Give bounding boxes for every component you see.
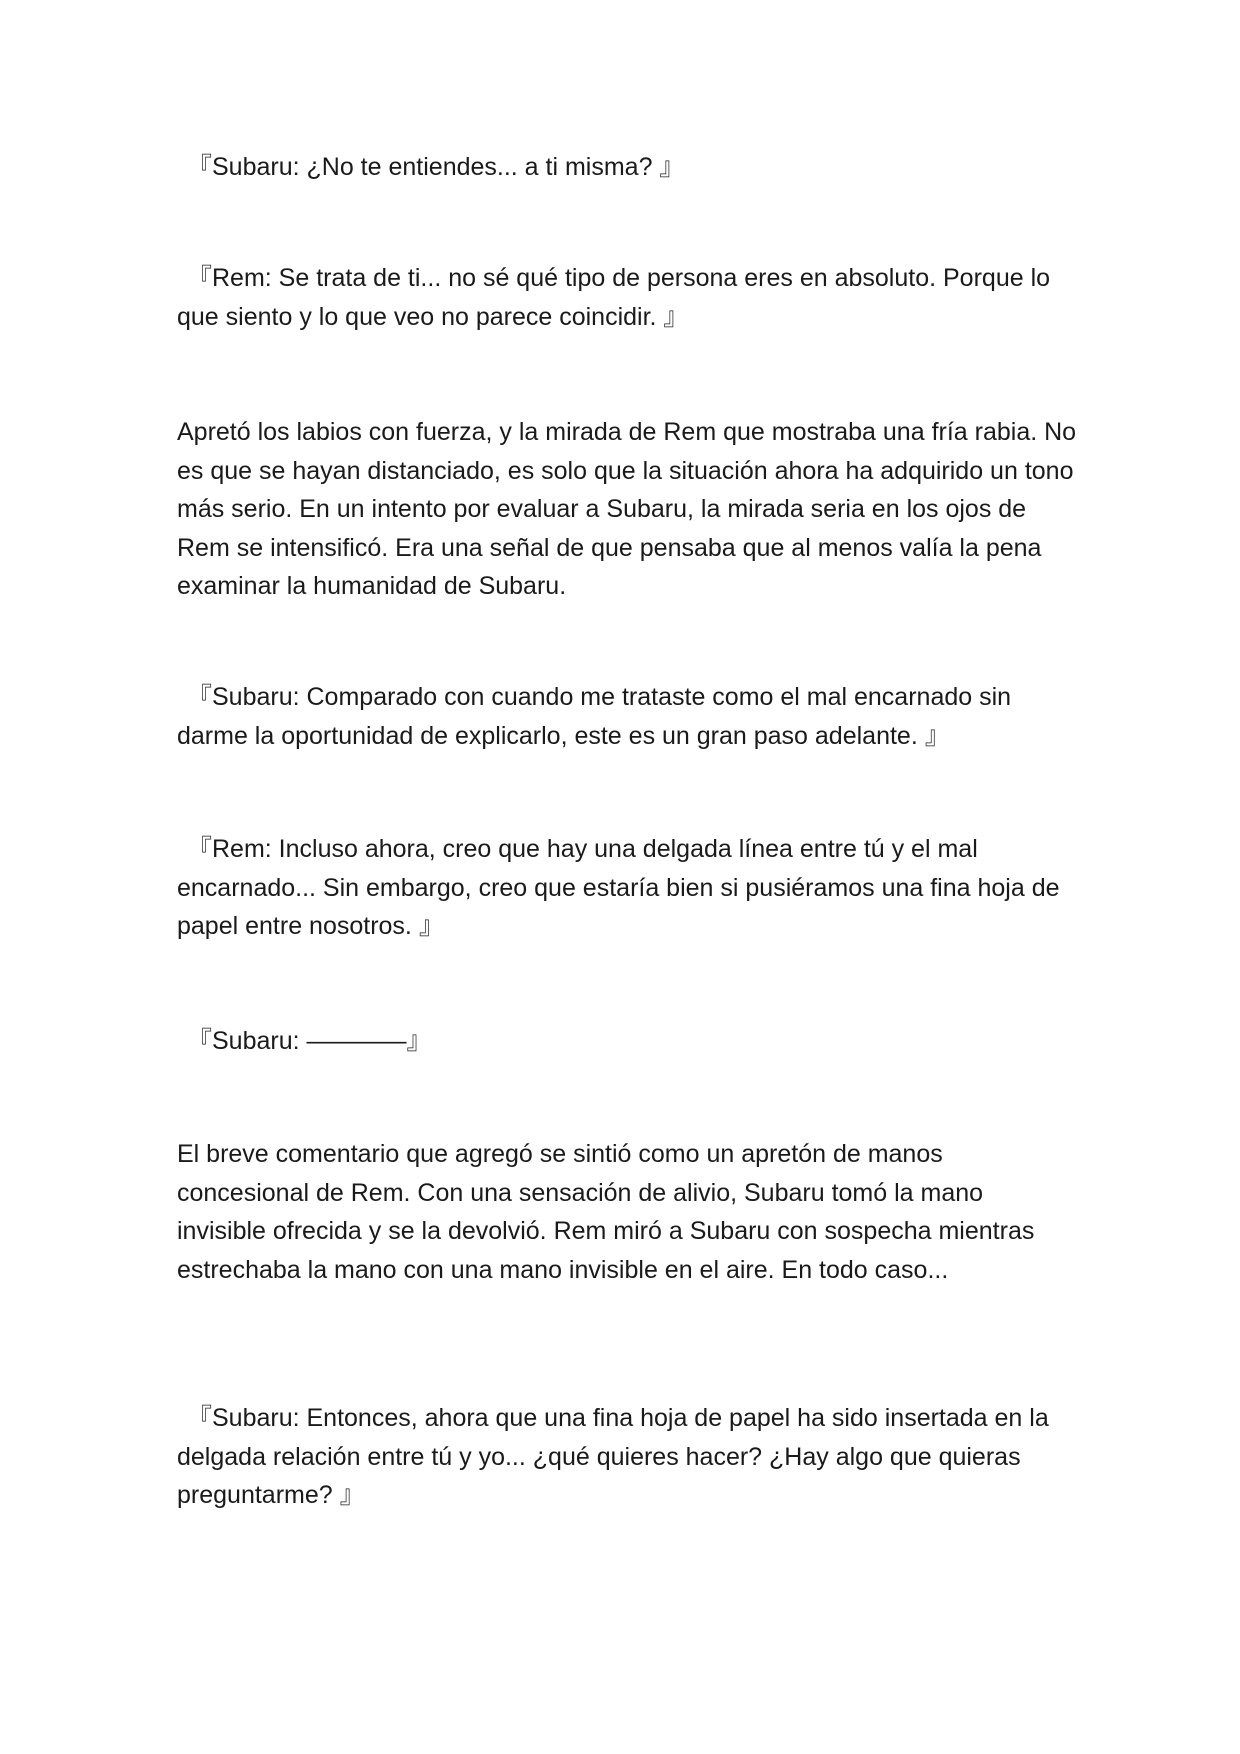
dialogue-paragraph-2: 『Rem: Se trata de ti... no sé qué tipo de persona eres en absoluto. Porque lo que siento y lo que veo no parece coincidir. 』 (177, 264, 1051, 331)
narration-paragraph-2: El breve comentario que agregó se sintió como un apretón de manos concesional de Rem. Con una sensación de alivio, Subaru tomó la mano invisible ofrecida y se la devolvió. Rem miró a Subaru con sospecha mientras estrechaba la mano con una mano invisible en el aire. En todo caso... (177, 1140, 1035, 1284)
dialogue-paragraph-3: 『Subaru: Comparado con cuando me trataste como el mal encarnado sin darme la oportunidad de explicarlo, este es un gran paso adelante. 』 (177, 683, 1012, 750)
dialogue-paragraph-1: 『Subaru: ¿No te entiendes... a ti misma? 』 (187, 153, 685, 181)
dialogue-paragraph-4: 『Rem: Incluso ahora, creo que hay una delgada línea entre tú y el mal encarnado... Sin embargo, creo que estaría bien si pusiéramos una fina hoja de papel entre nosotros. 』 (177, 835, 1060, 940)
dialogue-paragraph-5: 『Subaru: ————』 (187, 1027, 432, 1055)
narration-paragraph-1: Apretó los labios con fuerza, y la mirada de Rem que mostraba una fría rabia. No es que se hayan distanciado, es solo que la situación ahora ha adquirido un tono más serio. En un intento por evaluar a Subaru, la mirada seria en los ojos de Rem se intensificó. Era una señal de que pensaba que al menos valía la pena examinar la humanidad de Subaru. (177, 418, 1077, 600)
dialogue-paragraph-6: 『Subaru: Entonces, ahora que una fina hoja de papel ha sido insertada en la delgada relación entre tú y yo... ¿qué quieres hacer? ¿Hay algo que quieras preguntarme? 』 (177, 1404, 1049, 1509)
